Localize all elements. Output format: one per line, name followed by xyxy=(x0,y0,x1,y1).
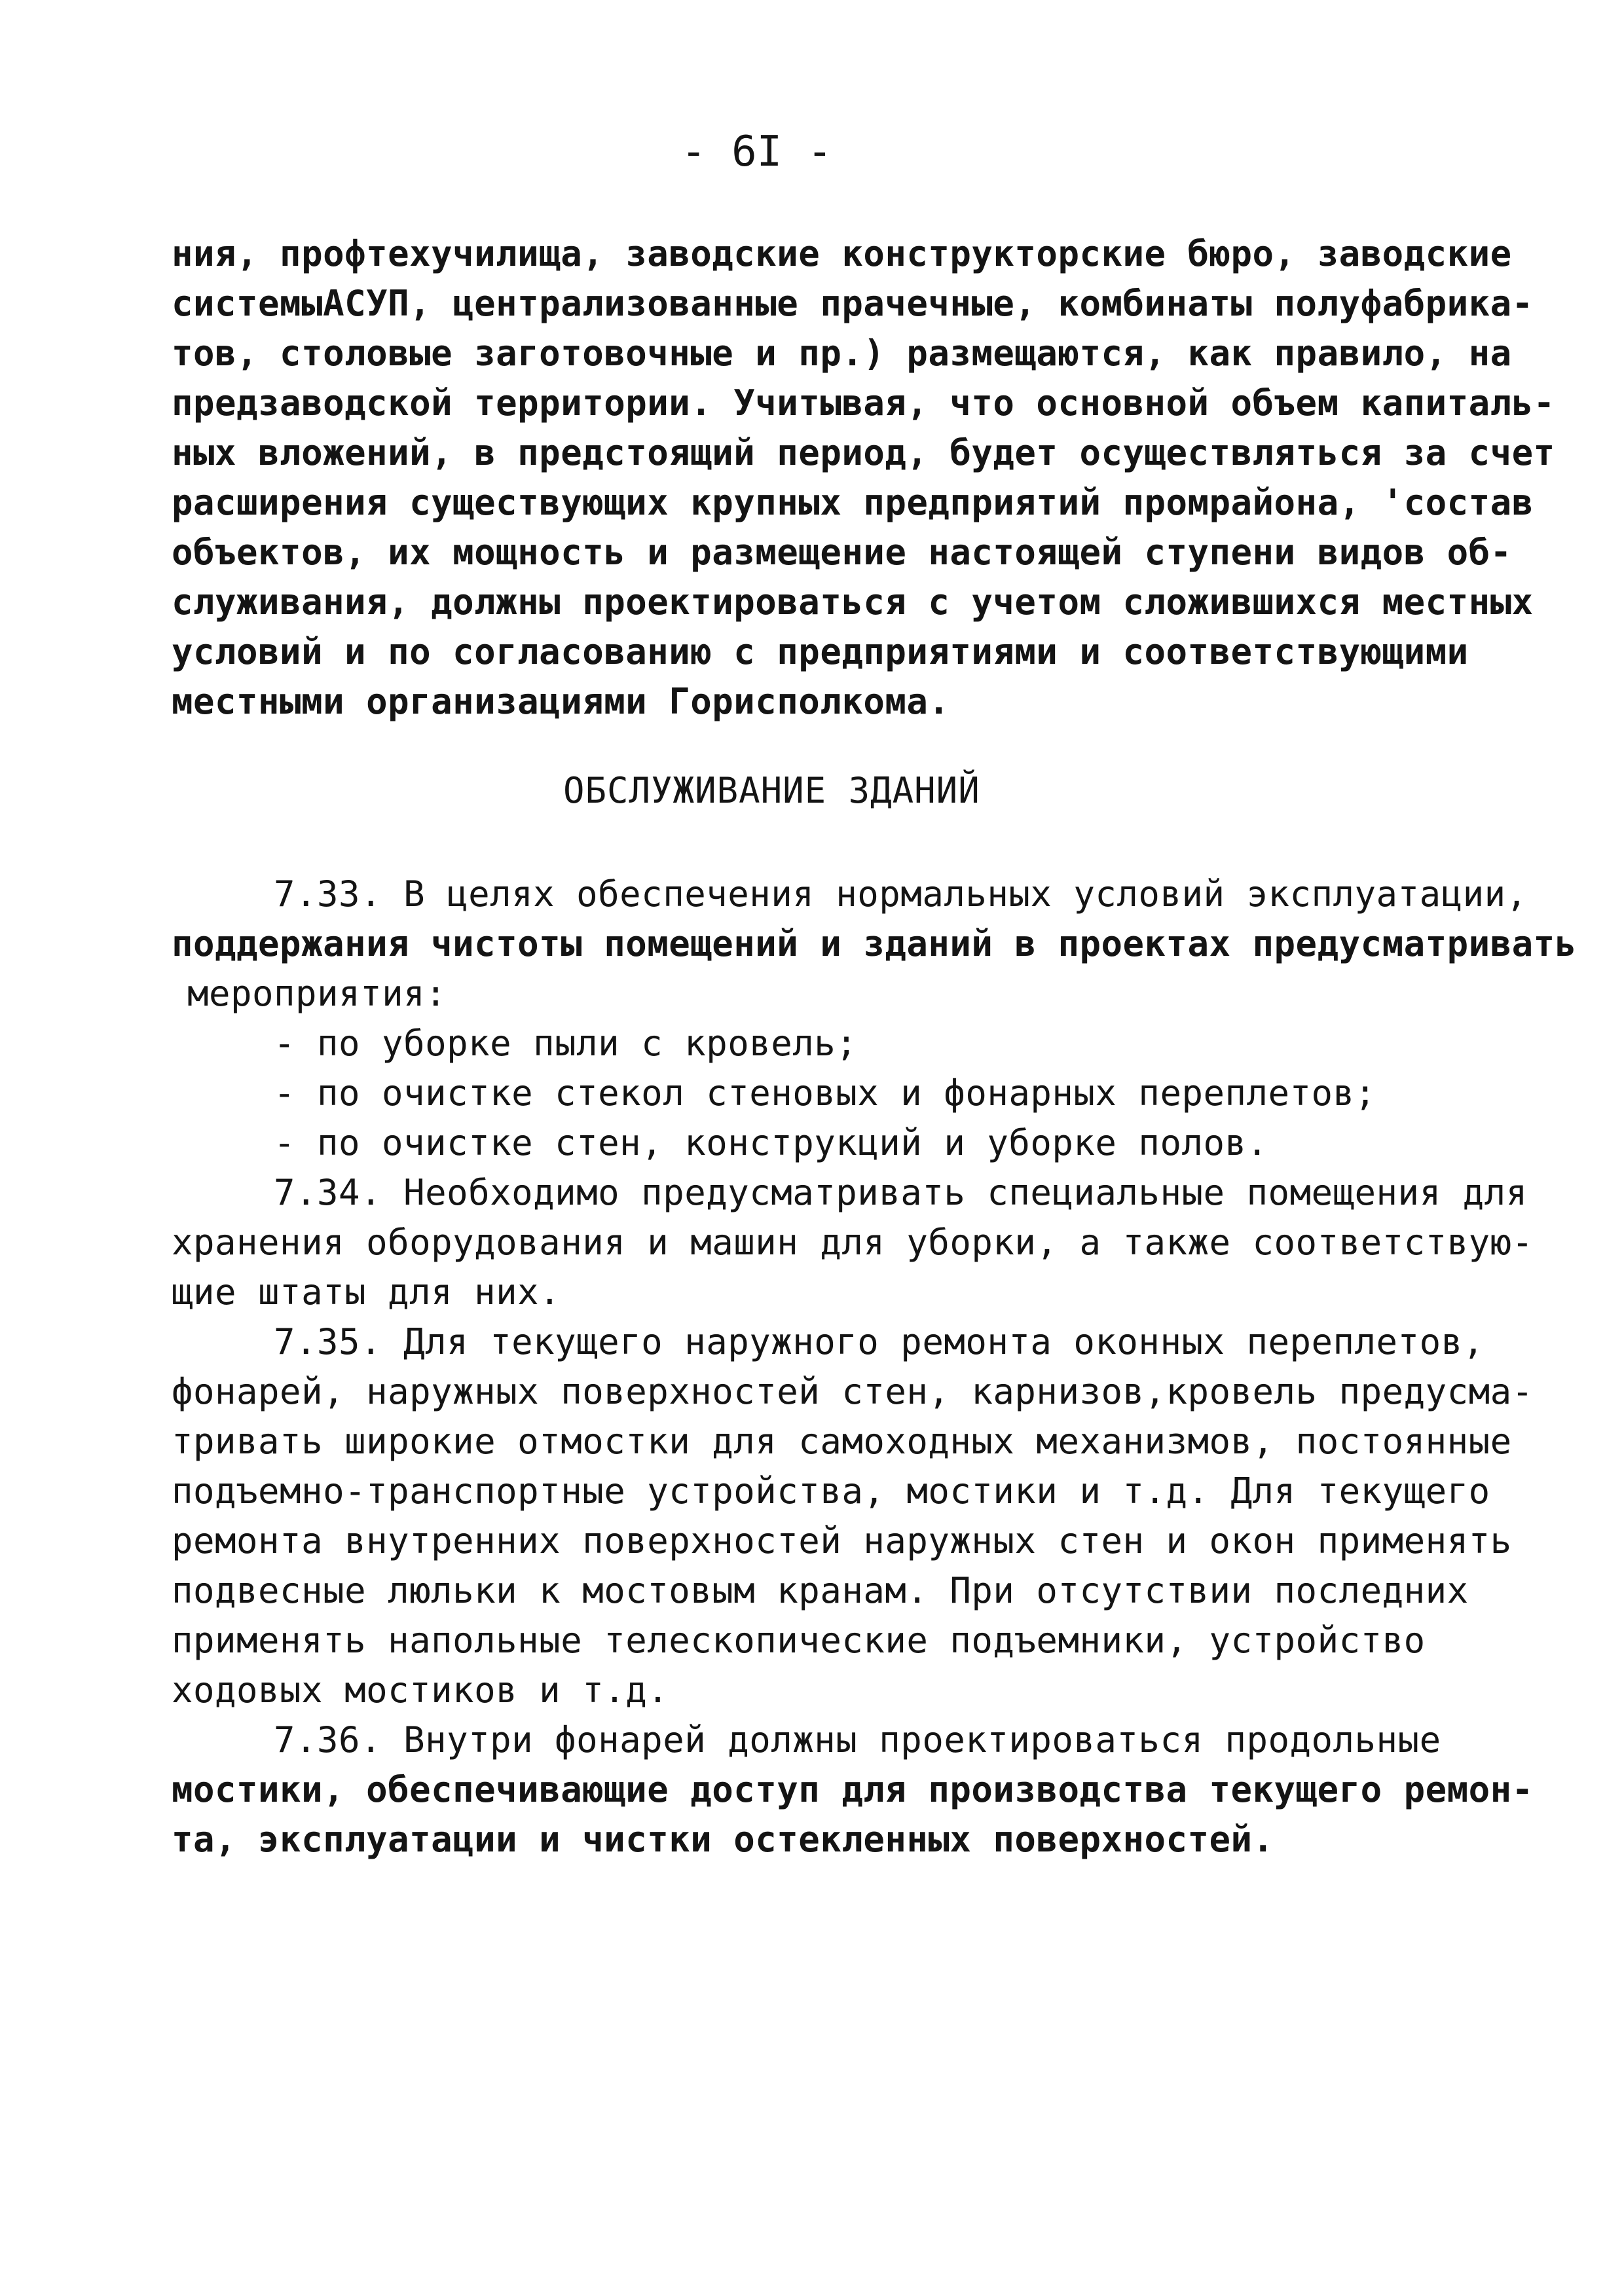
text-line: фонарей, наружных поверхностей стен, карнизов,кровель предусма- xyxy=(172,1371,1534,1412)
text-line: 7.36. Внутри фонарей должны проектироваться продольные xyxy=(274,1719,1441,1760)
text-line: хранения оборудования и машин для уборки, а также соответствую- xyxy=(172,1222,1534,1263)
text-line: ных вложений, в предстоящий период, будет осуществляться за счет xyxy=(172,432,1555,473)
text-line: ния, профтехучилища, заводские конструкторские бюро, заводские xyxy=(172,233,1512,274)
text-line: расширения существующих крупных предприятий промрайона, 'состав xyxy=(172,482,1534,523)
text-line: мероприятия: xyxy=(187,973,447,1014)
list-item: - по очистке стекол стеновых и фонарных переплетов; xyxy=(274,1072,1376,1114)
list-item: - по очистке стен, конструкций и уборке полов. xyxy=(274,1122,1268,1163)
text-line: мостики, обеспечивающие доступ для производства текущего ремон- xyxy=(172,1769,1534,1810)
text-line: 7.33. В целях обеспечения нормальных условий эксплуатации, xyxy=(274,873,1528,915)
text-line: тривать широкие отмостки для самоходных механизмов, постоянные xyxy=(172,1421,1512,1462)
page-number: - 6I - xyxy=(681,128,833,176)
text-line: та, эксплуатации и чистки остекленных поверхностей. xyxy=(172,1819,1274,1860)
text-line: подъемно-транспортные устройства, мостики и т.д. Для текущего xyxy=(172,1470,1490,1512)
text-line: щие штаты для них. xyxy=(172,1271,561,1313)
text-line: служивания, должны проектироваться с учетом сложившихся местных xyxy=(172,581,1534,623)
text-line: тов, столовые заготовочные и пр.) размещаются, как правило, на xyxy=(172,333,1512,374)
text-line: ходовых мостиков и т.д. xyxy=(172,1669,669,1711)
text-line: 7.35. Для текущего наружного ремонта оконных переплетов, xyxy=(274,1321,1485,1362)
text-line: условий и по согласованию с предприятиями и соответствующими xyxy=(172,631,1469,672)
list-item: - по уборке пыли с кровель; xyxy=(274,1023,858,1064)
section-heading: ОБСЛУЖИВАНИЕ ЗДАНИЙ xyxy=(563,770,980,811)
text-line: применять напольные телескопические подъемники, устройство xyxy=(172,1620,1426,1661)
text-line: подвесные люльки к мостовым кранам. При отсутствии последних xyxy=(172,1570,1469,1611)
text-line: поддержания чистоты помещений и зданий в проектах предусматривать xyxy=(172,923,1577,964)
text-line: местными организациями Горисполкома. xyxy=(172,681,950,722)
text-line: ремонта внутренних поверхностей наружных стен и окон применять xyxy=(172,1520,1512,1561)
text-line: объектов, их мощность и размещение настоящей ступени видов об- xyxy=(172,532,1512,573)
text-line: 7.34. Необходимо предусматривать специальные помещения для xyxy=(274,1172,1528,1213)
text-line: системыАСУП, централизованные прачечные, комбинаты полуфабрика- xyxy=(172,283,1534,324)
text-line: предзаводской территории. Учитывая, что основной объем капиталь- xyxy=(172,382,1555,424)
